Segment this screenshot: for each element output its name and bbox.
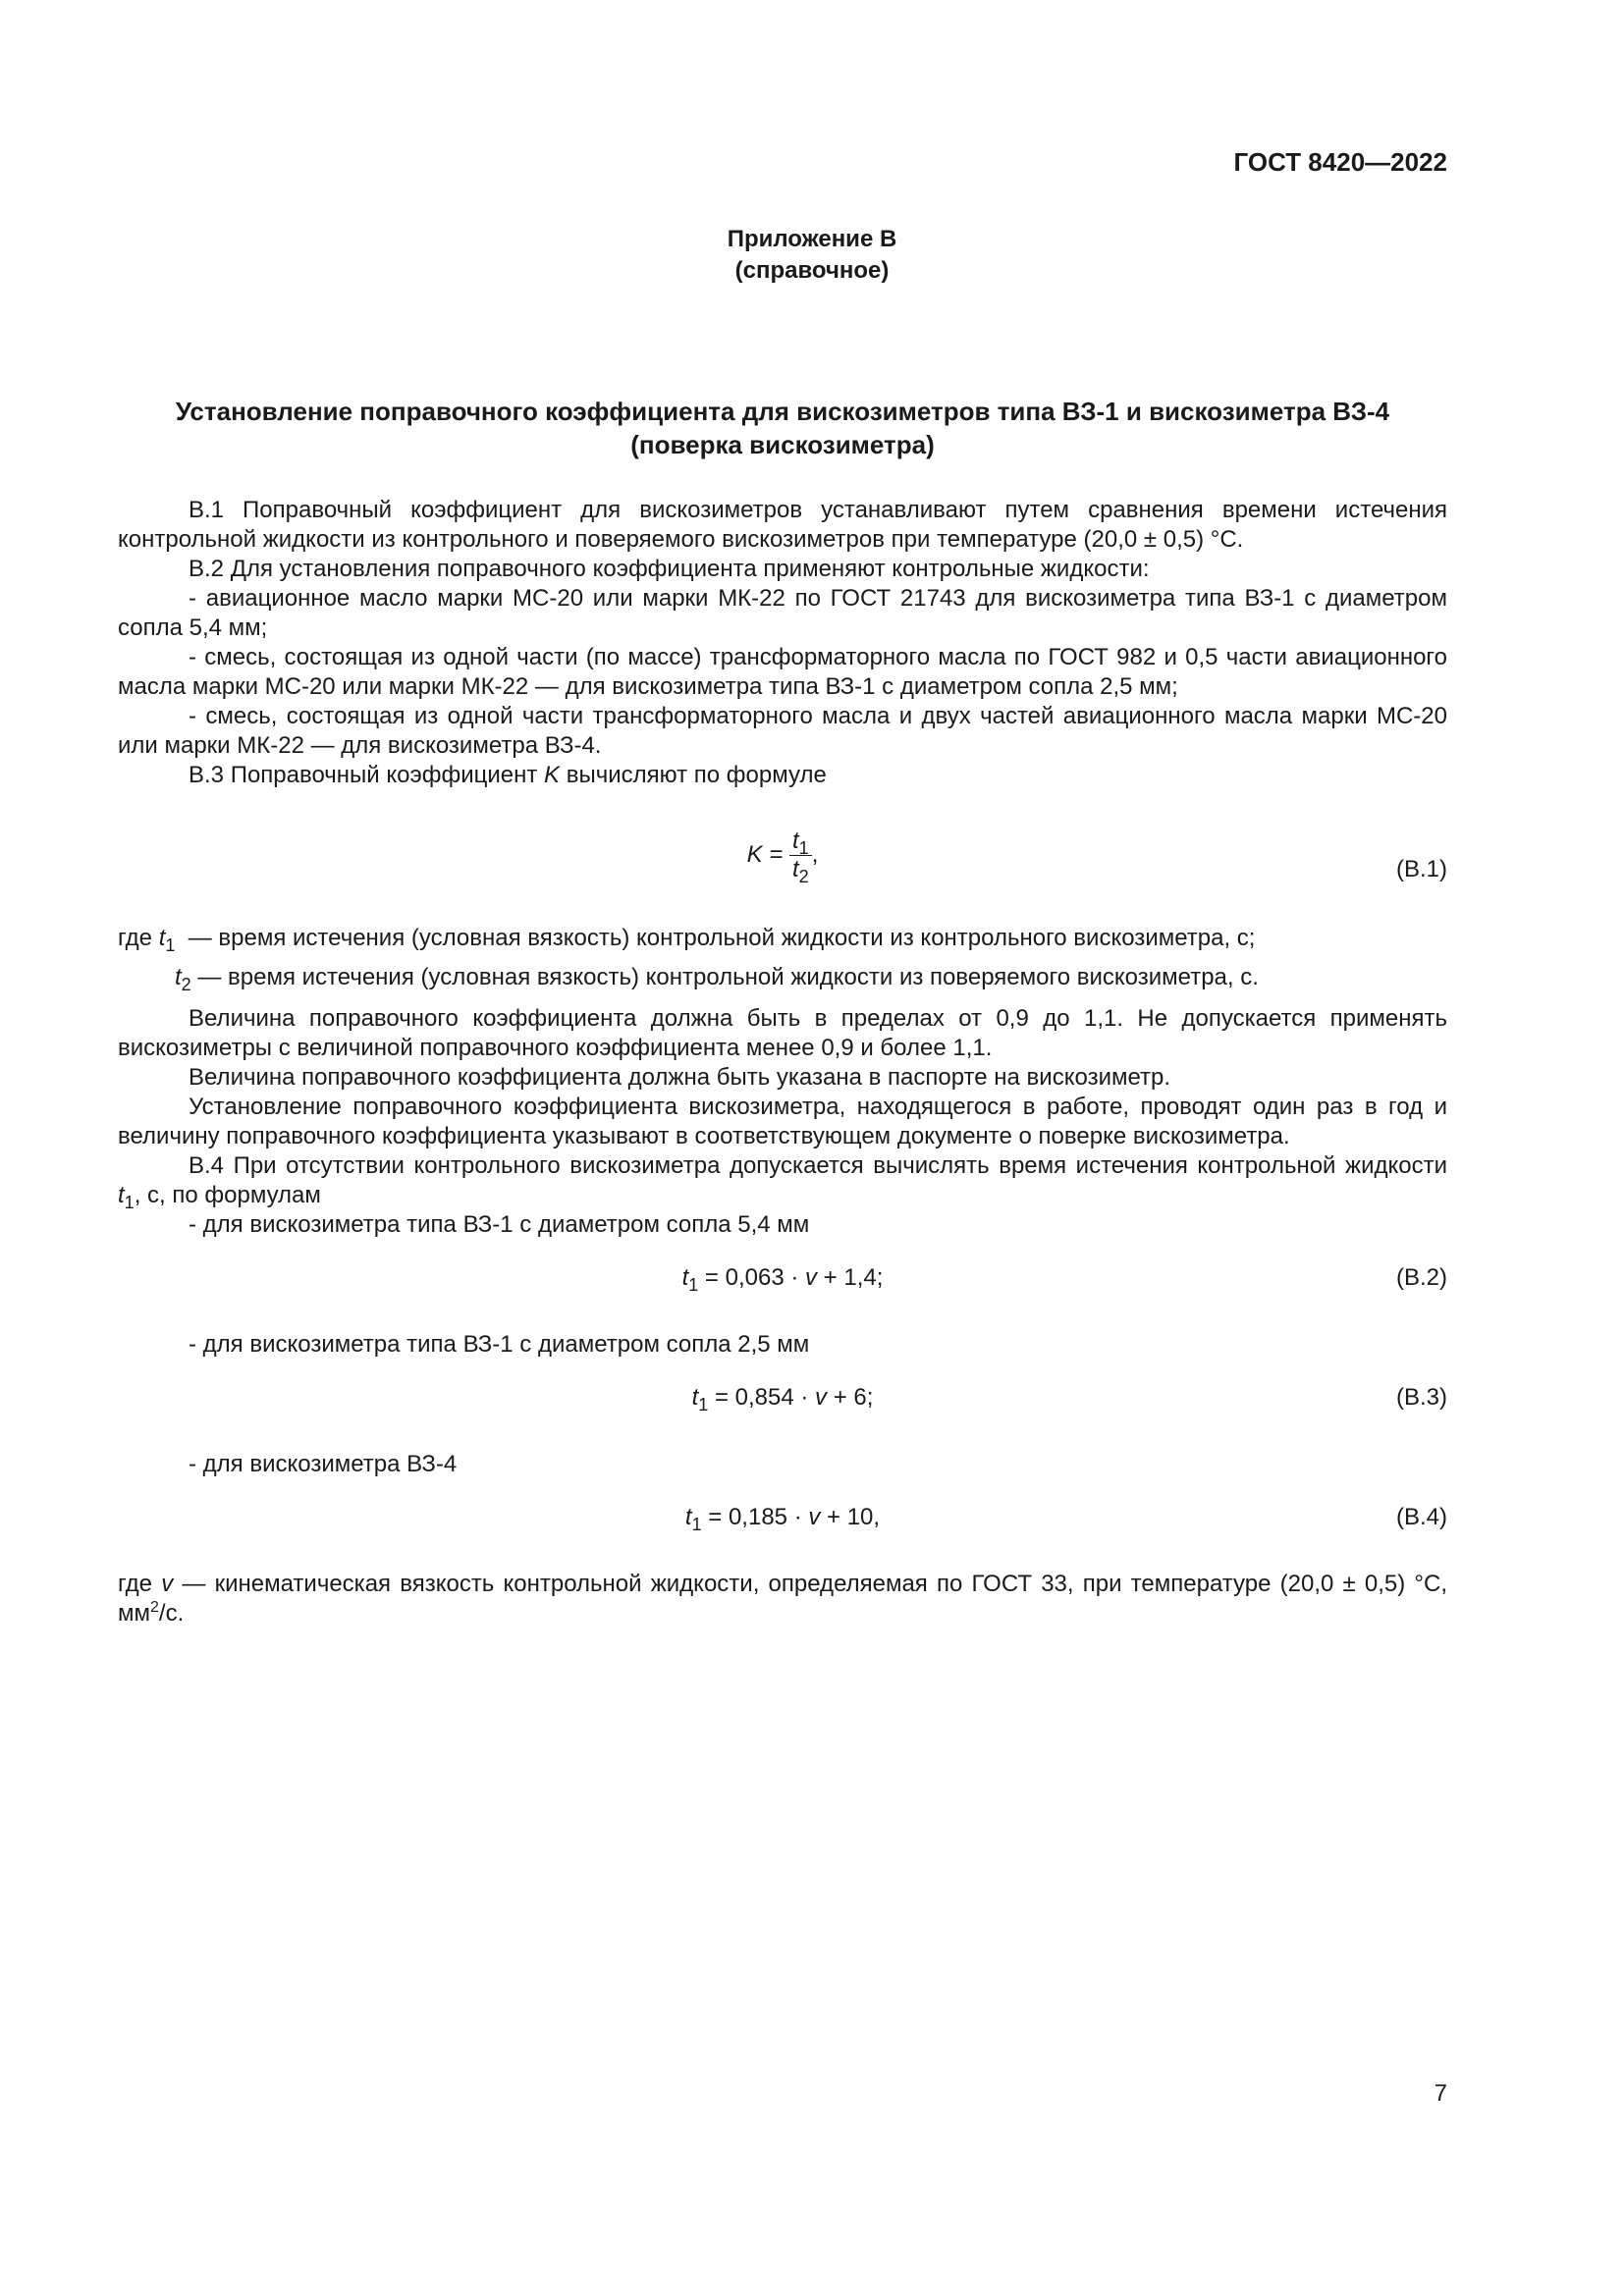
paragraph-passport: Величина поправочного коэффициента должна быть указана в паспорте на вискозиметр. [189,1064,1171,1091]
where-v-var: v [161,1571,174,1597]
formula-b3 [118,1383,1447,1424]
formula-b1-numerator [789,828,812,856]
page-number: 7 [1434,2080,1447,2107]
where-t2 [118,963,1447,992]
where-v-text: — кинематическая вязкость контрольной жидкости, определяемая по ГОСТ 33, при температуре (20,0 ± 0,5) °С, мм [118,1571,1447,1627]
denominator-var: t [792,856,799,882]
where-v [118,1570,1447,1629]
b3-variable: K [544,762,561,788]
where-v-sup: 2 [150,1599,159,1616]
formula-b2-var: t [681,1264,689,1291]
formula-b3-sub: 1 [698,1394,709,1415]
formula-b4-v: v [808,1504,821,1530]
formula-b3-number: (В.3) [1395,1384,1447,1411]
where-t2-var: t [175,964,182,990]
denominator-sub: 2 [798,866,809,886]
numerator-sub: 1 [798,837,809,858]
where-v-pre: где [118,1571,153,1597]
formula-b4-expression [118,1503,1447,1532]
formula-b1 [118,820,1447,888]
formula-b4 [118,1503,1447,1544]
paragraph-b1: В.1 Поправочный коэффициент для вискозиметров устанавливают путем сравнения времени истечения контрольной жидкости из контрольного и поверяемого вискозиметров при температуре (20,0 ± 0,5) °С. [118,497,1447,553]
where-t1-pre: где [118,925,153,951]
formula-b1-tail: , [811,840,819,868]
b4-sub: 1 [124,1192,135,1212]
formula-b1-denominator [789,856,812,886]
formula-b3-v: v [815,1384,828,1411]
where-t1 [118,924,1447,953]
list-item: - для вискозиметра типа ВЗ-1 с диаметром сопла 2,5 мм [189,1331,810,1358]
appendix-title: Приложение В [727,226,897,252]
formula-b2 [118,1263,1447,1305]
b3-text-pre: В.3 Поправочный коэффициент [189,762,538,788]
numerator-var: t [792,828,799,854]
formula-b2-v: v [805,1264,818,1291]
formula-b3-mid: = 0,854 · [708,1384,816,1411]
paragraph-annual: Установление поправочного коэффициента вискозиметра, находящегося в работе, проводят один раз в год и величину поправочного коэффициента указывают в соответствующем документе о поверке вискозиметра. [118,1094,1447,1149]
b3-text-post: вычисляют по формуле [566,762,827,788]
formula-b2-number: (В.2) [1395,1264,1447,1291]
list-item: - для вискозиметра ВЗ-4 [189,1451,458,1477]
where-t2-sub: 2 [181,974,191,994]
b4-var: t [118,1182,125,1208]
formula-b4-tail: + 10, [820,1504,881,1530]
formula-b2-mid: = 0,063 · [698,1264,806,1291]
formula-b3-expression [118,1383,1447,1413]
list-item: - авиационное масло марки МС-20 или марки МК-22 по ГОСТ 21743 для вискозиметра типа ВЗ-1 с диаметром сопла 5,4 мм; [118,585,1447,641]
formula-b1-number: (В.1) [1395,856,1447,882]
formula-b2-expression [118,1263,1447,1293]
paragraph-b2: В.2 Для установления поправочного коэффициента применяют контрольные жидкости: [189,556,1150,582]
formula-b1-fraction [789,828,812,886]
appendix-subtitle: (справочное) [734,257,890,284]
where-t1-var: t [158,925,166,951]
paragraph-b3 [118,761,1447,790]
paragraph-b4 [118,1151,1447,1210]
formula-b2-sub: 1 [688,1274,699,1295]
formula-b1-expression [118,828,1447,886]
b4-text-post: , с, по формулам [134,1182,321,1208]
list-item: - для вискозиметра типа ВЗ-1 с диаметром сопла 5,4 мм [189,1211,810,1238]
section-heading [118,395,1447,461]
where-t1-text: — время истечения (условная вязкость) контрольной жидкости из контрольного вискозиметра, с; [188,925,1256,951]
formula-b4-var: t [684,1504,692,1530]
formula-b3-tail: + 6; [827,1384,874,1411]
where-t1-sub: 1 [165,934,176,955]
formula-b4-sub: 1 [691,1514,702,1534]
list-item: - смесь, состоящая из одной части (по массе) трансформаторного масла по ГОСТ 982 и 0,5 части авиационного масла марки МС-20 или марки МК-22 — для вискозиметра типа ВЗ-1 с диаметром сопла 2,5 мм; [118,644,1447,700]
appendix-label [0,224,1624,287]
where-v-end: /с. [158,1600,185,1627]
formula-b2-tail: + 1,4; [817,1264,884,1291]
where-t2-text: — время истечения (условная вязкость) контрольной жидкости из поверяемого вискозиметра, с. [197,964,1259,990]
section-heading-line2: (поверка вискозиметра) [630,430,935,459]
b4-text-pre: В.4 При отсутствии контрольного вискозиметра допускается вычислять время истечения контрольной жидкости [189,1152,1447,1179]
formula-b4-mid: = 0,185 · [701,1504,809,1530]
section-heading-line1: Установление поправочного коэффициента для вискозиметров типа ВЗ-1 и вискозиметра ВЗ-4 [175,397,1390,426]
formula-b4-number: (В.4) [1395,1504,1447,1530]
document-body [118,496,1447,1629]
formula-b1-lhs: K = [746,840,784,868]
paragraph-range: Величина поправочного коэффициента должна быть в пределах от 0,9 до 1,1. Не допускается применять вискозиметры с величиной поправочного коэффициента менее 0,9 и более 1,1. [118,1005,1447,1061]
list-item: - смесь, состоящая из одной части трансформаторного масла и двух частей авиационного масла марки МС-20 или марки МК-22 — для вискозиметра ВЗ-4. [118,703,1447,759]
formula-b3-var: t [691,1384,699,1411]
document-header: ГОСТ 8420—2022 [1233,147,1447,177]
